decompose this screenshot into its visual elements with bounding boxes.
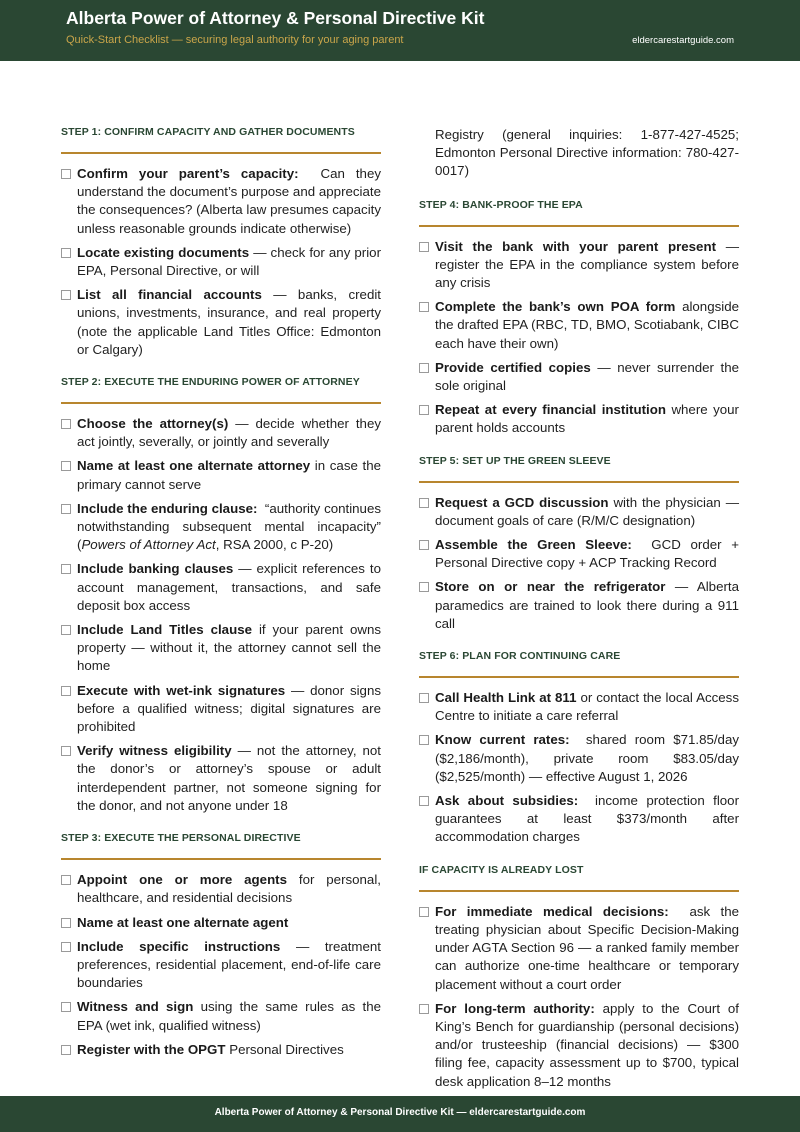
checkbox-icon[interactable] (61, 290, 71, 300)
checklist-item[interactable] (61, 998, 381, 1034)
item-lead: Name at least one alternate attorney (77, 458, 311, 474)
checklist-item[interactable] (419, 578, 739, 633)
item-text: Can they understand the document’s purpose and appreciate the consequences? (Alberta law presumes capacity unless reasonable grounds indicate otherwise) (77, 166, 381, 236)
item-text: Personal Directives (229, 1041, 344, 1057)
item-lead: List all financial accounts (77, 287, 262, 303)
item-text: — donor signs before a qualified witness; digital signatures are prohibited (77, 682, 381, 735)
checklist-item[interactable] (61, 914, 381, 932)
item-lead: Name at least one alternate agent (77, 914, 289, 930)
checklist-item[interactable] (419, 792, 739, 847)
item-text: — decide whether they act jointly, severally, or jointly and severally (77, 416, 381, 450)
item-text: “authority continues notwithstanding subsequent mental incapacity” ( (77, 500, 381, 553)
step-heading: STEP 1: CONFIRM CAPACITY AND GATHER DOCUMENTS (61, 126, 381, 154)
checklist-item[interactable] (61, 457, 381, 493)
step-heading: STEP 5: SET UP THE GREEN SLEEVE (419, 455, 739, 483)
item-lead: Ask about subsidies: (435, 793, 579, 809)
item-text: — explicit references to account management, transactions, and safe deposit box access (77, 561, 382, 613)
step-6-section (419, 650, 739, 847)
checkbox-icon[interactable] (61, 419, 71, 429)
checkbox-icon[interactable] (61, 625, 71, 635)
item-lead: Repeat at every financial institution (435, 402, 666, 418)
checklist-item[interactable] (61, 682, 381, 737)
checkbox-icon[interactable] (61, 248, 71, 258)
checkbox-icon[interactable] (61, 564, 71, 574)
item-lead: Provide certified copies (435, 359, 591, 375)
checklist-item[interactable] (419, 903, 739, 994)
item-lead: Request a GCD discussion (435, 494, 609, 510)
footer-text: Alberta Power of Attorney & Personal Directive Kit — eldercarestartguide.com (214, 1107, 586, 1118)
checklist-item[interactable] (419, 536, 739, 572)
checklist-item[interactable] (61, 742, 381, 815)
item-lead: Confirm your parent’s capacity: (77, 166, 299, 181)
item-lead: Include specific instructions (77, 938, 281, 954)
item-text: — register the EPA in the compliance system before any crisis (435, 238, 739, 291)
checklist-item[interactable] (419, 494, 739, 530)
continued-item-text: Registry (general inquiries: 1-877-427-4525; Edmonton Personal Directive information: 780-427-0017) (435, 127, 739, 179)
item-text: using the same rules as the EPA (wet ink, qualified witness) (77, 999, 382, 1033)
checklist-item[interactable] (61, 165, 381, 238)
act-title: Powers of Attorney Act (81, 537, 216, 553)
item-text: shared room $71.85/day ($2,186/month), private room $83.05/day ($2,525/month) — effective August 1, 2026 (435, 732, 739, 784)
item-lead: Verify witness eligibility (77, 743, 232, 759)
checklist-item[interactable] (419, 359, 739, 395)
page-subtitle: Quick-Start Checklist — securing legal authority for your aging parent (66, 34, 404, 46)
item-text: — never surrender the sole original (435, 359, 739, 394)
header-site-url: eldercarestartguide.com (632, 35, 734, 46)
item-text: income protection floor guarantees at least $373/month after accommodation charges (435, 793, 739, 845)
checkbox-icon[interactable] (61, 169, 71, 179)
item-text: or contact the local Access Centre to initiate a care referral (435, 690, 739, 724)
item-text: for personal, healthcare, and residential decisions (77, 872, 381, 906)
step-2-section (61, 376, 381, 815)
item-lead: Include the enduring clause: (77, 500, 258, 516)
checkbox-icon[interactable] (61, 504, 71, 514)
checkbox-icon[interactable] (61, 942, 71, 952)
checkbox-icon[interactable] (419, 735, 429, 745)
item-text: if your parent owns property — without it, the attorney cannot sell the home (77, 622, 381, 674)
step-heading: IF CAPACITY IS ALREADY LOST (419, 864, 739, 892)
step-4-section (419, 199, 739, 438)
item-lead: Call Health Link at 811 (435, 690, 577, 706)
checkbox-icon[interactable] (61, 918, 71, 928)
checkbox-icon[interactable] (61, 686, 71, 696)
checkbox-icon[interactable] (61, 461, 71, 471)
item-text: — not the attorney, not the donor’s or attorney’s spouse or adult interdependent partner, not someone signing for the donor, and not anyone under 18 (77, 743, 382, 813)
item-text: — treatment preferences, residential placement, end-of-life care boundaries (77, 938, 381, 991)
item-text: in case the primary cannot serve (77, 458, 381, 492)
checklist-item[interactable] (419, 298, 739, 353)
item-text: with the physician — document goals of care (R/M/C designation) (435, 494, 739, 528)
page-title: Alberta Power of Attorney & Personal Directive Kit (66, 8, 485, 28)
checkbox-icon[interactable] (419, 796, 429, 806)
checklist-item[interactable] (61, 621, 381, 676)
item-lead: Complete the bank’s own POA form (435, 299, 676, 315)
checklist-item[interactable] (419, 731, 739, 786)
left-column (61, 126, 381, 1076)
checkbox-icon[interactable] (419, 405, 429, 415)
checklist-item[interactable] (419, 401, 739, 437)
checklist-item[interactable] (419, 689, 739, 725)
item-lead: Appoint one or more agents (77, 872, 288, 888)
item-lead: Choose the attorney(s) (77, 416, 229, 432)
item-lead: Include banking clauses (77, 561, 234, 577)
checklist-item[interactable] (61, 244, 381, 280)
item-text: — banks, credit unions, investments, insurance, and real property (note the applicable Land Titles Office: Edmonton or Calgary) (77, 287, 381, 357)
checkbox-icon[interactable] (61, 1045, 71, 1055)
checklist-item[interactable] (61, 1041, 381, 1059)
step-3-section (61, 832, 381, 1059)
item-lead: Know current rates: (435, 732, 570, 748)
step-heading: STEP 3: EXECUTE THE PERSONAL DIRECTIVE (61, 832, 381, 860)
item-text: alongside the drafted EPA (RBC, TD, BMO, Scotiabank, CIBC each have their own) (435, 299, 739, 351)
item-lead: Include Land Titles clause (77, 622, 252, 638)
checklist-item[interactable] (61, 938, 381, 993)
checkbox-icon[interactable] (419, 498, 429, 508)
checkbox-icon[interactable] (419, 540, 429, 550)
checkbox-icon[interactable] (419, 582, 429, 592)
checkbox-icon[interactable] (419, 363, 429, 373)
checkbox-icon[interactable] (419, 907, 429, 917)
checklist-item[interactable] (419, 1000, 739, 1091)
item-lead: Locate existing documents (77, 244, 250, 260)
item-text: apply to the Court of King’s Bench for guardianship (personal decisions) and/or trusteeship (financial decisions) — $300 filing fee, capacity assessment up to $700, typical desk application 8–12 months (435, 1000, 739, 1089)
checklist-item[interactable] (61, 560, 381, 615)
item-lead: Witness and sign (77, 999, 194, 1015)
checkbox-icon[interactable] (419, 242, 429, 252)
checkbox-icon[interactable] (419, 1004, 429, 1014)
right-column (419, 126, 739, 1108)
checklist-item[interactable] (61, 286, 381, 359)
item-text: ask the treating physician about Specific Decision-Making under AGTA Section 96 — a ranked family member can authorize one-time healthcare or temporary placement without a court order (435, 903, 740, 992)
checkbox-icon[interactable] (61, 1002, 71, 1012)
checkbox-icon[interactable] (419, 693, 429, 703)
capacity-lost-section (419, 864, 739, 1091)
item-text: GCD order + Personal Directive copy + ACP Tracking Record (435, 537, 739, 571)
item-lead: Execute with wet-ink signatures (77, 682, 286, 698)
checkbox-icon[interactable] (419, 302, 429, 312)
item-lead: For immediate medical decisions: (435, 903, 669, 919)
step-1-section (61, 126, 381, 359)
checkbox-icon[interactable] (61, 746, 71, 756)
item-text: — Alberta paramedics are trained to look there during a 911 call (435, 579, 739, 631)
item-lead: Register with the OPGT (77, 1041, 226, 1057)
item-text: where your parent holds accounts (435, 402, 739, 436)
step-heading: STEP 6: PLAN FOR CONTINUING CARE (419, 650, 739, 678)
checkbox-icon[interactable] (61, 875, 71, 885)
item-text: — check for any prior EPA, Personal Directive, or will (77, 244, 381, 279)
item-lead: Store on or near the refrigerator (435, 579, 666, 595)
checklist-item[interactable] (61, 500, 381, 555)
item-text: , RSA 2000, c P-20) (215, 537, 334, 553)
checklist-item[interactable] (419, 238, 739, 293)
page-footer (0, 1096, 800, 1132)
step-heading: STEP 2: EXECUTE THE ENDURING POWER OF ATTORNEY (61, 376, 381, 404)
item-lead: Assemble the Green Sleeve: (435, 537, 632, 553)
item-lead: For long-term authority: (435, 1000, 595, 1016)
item-lead: Visit the bank with your parent present (435, 238, 717, 254)
checklist-item[interactable] (61, 415, 381, 451)
page-header (0, 0, 800, 61)
checklist-item[interactable] (61, 871, 381, 907)
step-5-section (419, 455, 739, 633)
step-heading: STEP 4: BANK-PROOF THE EPA (419, 199, 739, 227)
